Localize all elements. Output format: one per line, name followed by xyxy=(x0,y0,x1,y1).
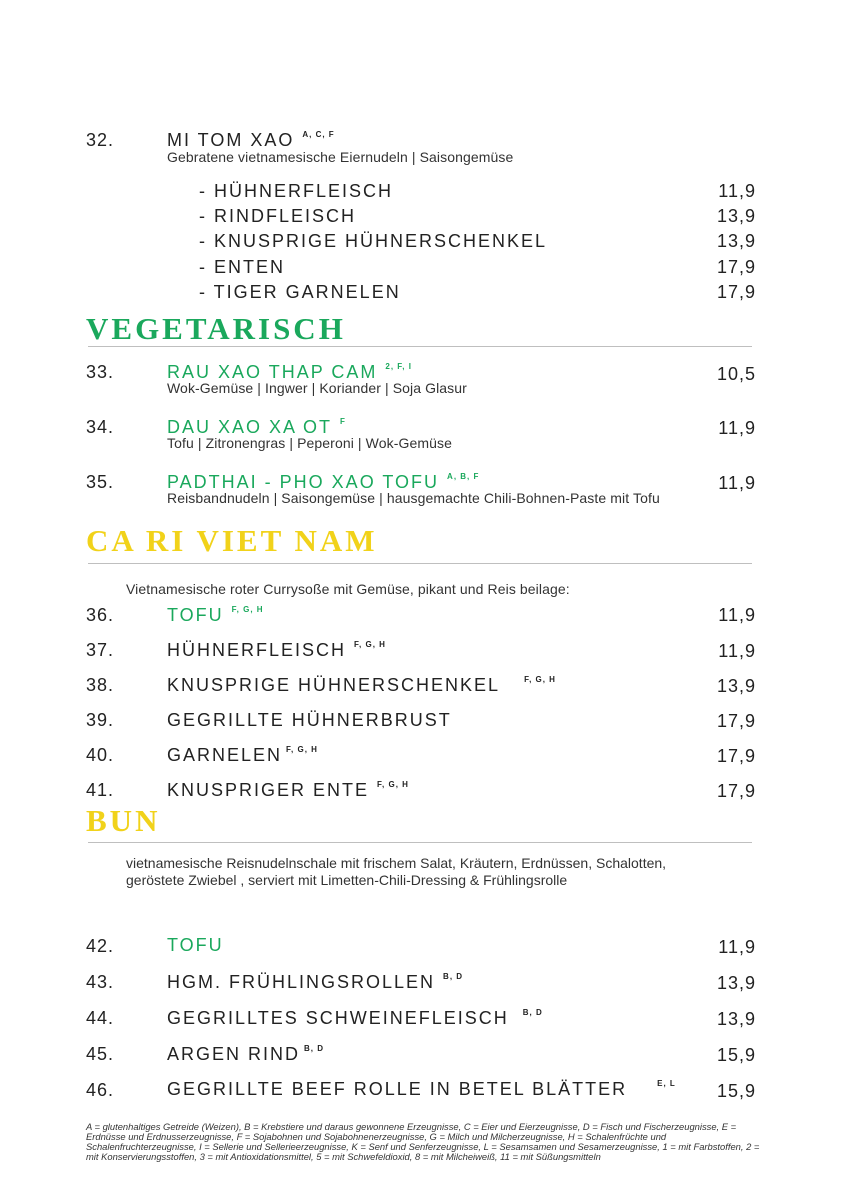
item-name: KNUSPRIGER ENTE xyxy=(167,780,370,800)
allergen-codes: F, G, H xyxy=(231,605,264,614)
item-name: KNUSPRIGE HÜHNERSCHENKEL xyxy=(167,675,501,695)
allergen-codes: F, G, H xyxy=(524,675,556,684)
item-title xyxy=(167,675,556,696)
option-price: 11,9 xyxy=(718,181,756,201)
item-number: 41. xyxy=(86,780,115,800)
item-title xyxy=(167,1008,543,1029)
item-number: 35. xyxy=(86,472,115,492)
item-name: PADTHAI - PHO XAO TOFU xyxy=(167,472,440,492)
section-divider xyxy=(88,346,752,347)
section-divider xyxy=(88,842,752,843)
item-description: Gebratene vietnamesische Eiernudeln | Saisongemüse xyxy=(167,149,514,165)
item-number: 34. xyxy=(86,417,115,437)
item-price: 15,9 xyxy=(716,1081,756,1101)
item-title xyxy=(167,640,386,661)
option-label: - ENTEN xyxy=(199,257,285,277)
item-name: DAU XAO XA OT xyxy=(167,417,333,437)
item-title xyxy=(167,1079,676,1100)
item-description: Wok-Gemüse | Ingwer | Koriander | Soja Glasur xyxy=(167,380,467,396)
item-price: 11,9 xyxy=(718,937,756,957)
item-name: GEGRILLTE BEEF ROLLE IN BETEL BLÄTTER xyxy=(167,1079,628,1099)
item-number: 44. xyxy=(86,1008,115,1028)
option-price: 17,9 xyxy=(716,257,756,277)
item-number: 42. xyxy=(86,936,115,956)
section-intro: vietnamesische Reisnudelnschale mit frischem Salat, Kräutern, Erdnüssen, Schalotten, geröstete Zwiebel , serviert mit Limetten-Chili-Dressing & Frühlingsrolle xyxy=(126,855,667,888)
item-number: 37. xyxy=(86,640,115,660)
item-name: RAU XAO THAP CAM xyxy=(167,362,378,382)
item-title xyxy=(167,972,463,993)
option-price: 13,9 xyxy=(716,206,756,226)
item-number: 40. xyxy=(86,745,115,765)
item-title xyxy=(167,935,224,956)
item-title xyxy=(167,1044,324,1065)
item-price: 11,9 xyxy=(718,605,756,625)
item-number: 38. xyxy=(86,675,115,695)
item-price: 17,9 xyxy=(716,781,756,801)
allergen-codes: A, B, F xyxy=(447,472,480,481)
section-intro: Vietnamesische roter Currysoße mit Gemüse, pikant und Reis beilage: xyxy=(126,581,570,597)
item-name: GARNELEN xyxy=(167,745,283,765)
item-name: GEGRILLTE HÜHNERBRUST xyxy=(167,710,452,730)
allergen-codes: F xyxy=(340,417,346,426)
item-price: 11,9 xyxy=(718,418,756,438)
allergen-codes: F, G, H xyxy=(354,640,386,649)
item-number: 33. xyxy=(86,362,115,382)
item-description: Tofu | Zitronengras | Peperoni | Wok-Gemüse xyxy=(167,435,452,451)
option-label: - HÜHNERFLEISCH xyxy=(199,181,394,201)
item-name: ARGEN RIND xyxy=(167,1044,301,1064)
item-number: 36. xyxy=(86,605,115,625)
item-name: HGM. FRÜHLINGSROLLEN xyxy=(167,972,436,992)
item-name: MI TOM XAO xyxy=(167,130,295,150)
allergen-codes: B, D xyxy=(304,1044,325,1053)
item-price: 11,9 xyxy=(718,641,756,661)
section-heading-bun: BUN xyxy=(86,803,161,838)
allergen-codes: 2, F, I xyxy=(385,362,412,371)
allergen-legend: A = glutenhaltiges Getreide (Weizen), B = Krebstiere und daraus gewonnene Erzeugnisse, C = Eier und Eierzeugnisse, D = Fisch und Fischerzeugnisse, E = Erdnüsse und Erdnusserzeugnisse, F = Sojabohnen und Sojabohnenerzeugnisse, G = Milch und Milcherzeugnisse, H = Schalenfrüchte und Schalenfruchterzeugnisse, I = Sellerie und Sellerieerzeugnisse, K = Senf und Senferzeugnisse, L = Sesamsamen und Sesamerzeugnisse, 1 = mit Farbstoffen, 2 = mit Konservierungsstoffen, 3 = mit Antioxidationsmittel, 5 = mit Schwefeldioxid, 8 = mit Milcheiweiß, 11 = mit Süßungsmitteln xyxy=(86,1121,760,1162)
item-title xyxy=(167,710,452,731)
item-name: TOFU xyxy=(167,935,224,955)
item-price: 13,9 xyxy=(716,676,756,696)
allergen-codes: A, C, F xyxy=(302,130,335,139)
section-heading-vegetarisch: VEGETARISCH xyxy=(86,311,346,346)
item-price: 17,9 xyxy=(716,711,756,731)
item-title xyxy=(167,745,318,766)
item-title xyxy=(167,130,335,151)
item-number: 39. xyxy=(86,710,115,730)
allergen-codes: F, G, H xyxy=(286,745,318,754)
allergen-codes: F, G, H xyxy=(377,780,409,789)
allergen-codes: B, D xyxy=(522,1008,543,1017)
item-number: 45. xyxy=(86,1044,115,1064)
item-name: TOFU xyxy=(167,605,224,625)
option-price: 17,9 xyxy=(716,282,756,302)
option-label: - KNUSPRIGE HÜHNERSCHENKEL xyxy=(199,231,548,251)
item-number: 43. xyxy=(86,972,115,992)
section-divider xyxy=(88,563,752,564)
item-title xyxy=(167,780,409,801)
item-number: 46. xyxy=(86,1080,115,1100)
item-title xyxy=(167,605,264,626)
allergen-codes: B, D xyxy=(443,972,464,981)
option-price: 13,9 xyxy=(716,231,756,251)
item-price: 10,5 xyxy=(716,364,756,384)
item-price: 13,9 xyxy=(716,973,756,993)
allergen-codes: E, L xyxy=(657,1079,676,1088)
section-heading-cari: CA RI VIET NAM xyxy=(86,523,378,558)
item-price: 13,9 xyxy=(716,1009,756,1029)
item-price: 17,9 xyxy=(716,746,756,766)
item-name: HÜHNERFLEISCH xyxy=(167,640,347,660)
item-description: Reisbandnudeln | Saisongemüse | hausgemachte Chili-Bohnen-Paste mit Tofu xyxy=(167,490,660,506)
option-label: - TIGER GARNELEN xyxy=(199,282,401,302)
item-price: 15,9 xyxy=(716,1045,756,1065)
item-number: 32. xyxy=(86,130,115,150)
item-name: GEGRILLTES SCHWEINEFLEISCH xyxy=(167,1008,509,1028)
item-price: 11,9 xyxy=(718,473,756,493)
option-label: - RINDFLEISCH xyxy=(199,206,357,226)
